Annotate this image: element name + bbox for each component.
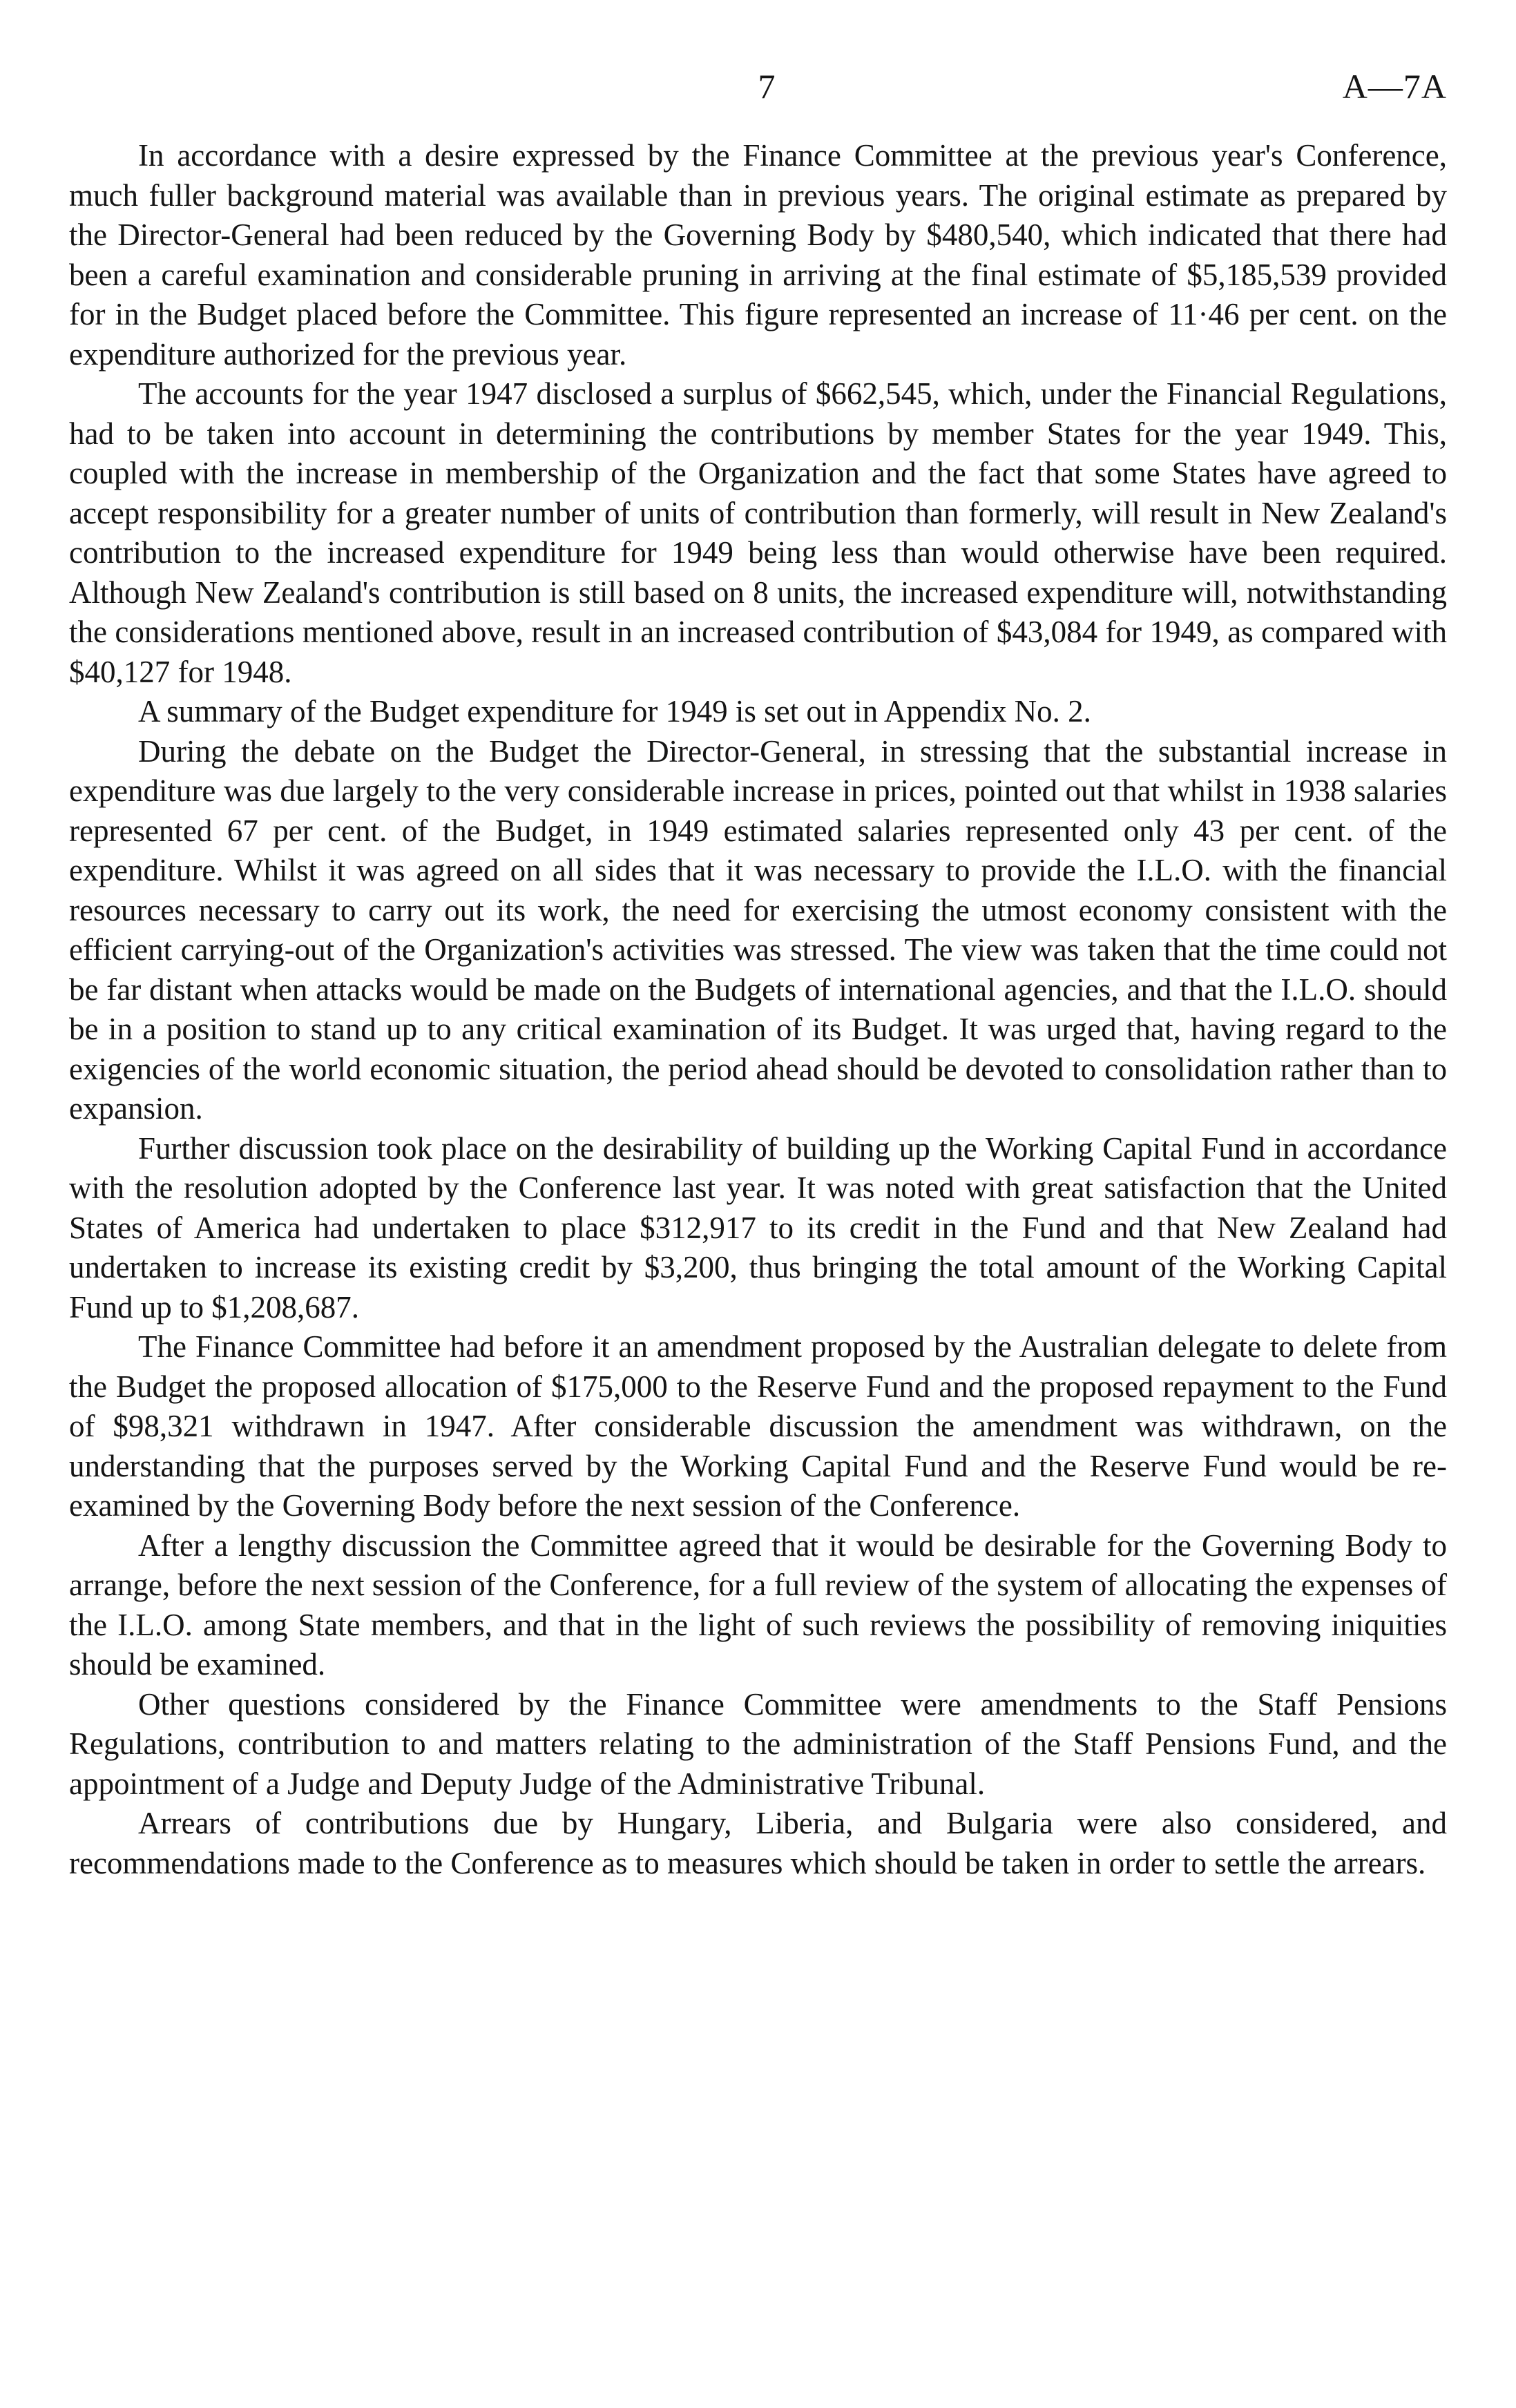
document-reference: A—7A xyxy=(1342,67,1447,106)
paragraph-working-capital-fund: Further discussion took place on the desirability of building up the Working Capital Fund in accordance with the resolution adopted by the Conference last year. It was noted with great satisfaction that the United States of America had undertaken to place $312,917 to its credit in the Fund and that New Zealand had undertaken to increase its existing credit by $3,200, thus bringing the total amount of the Working Capital Fund up to $1,208,687. xyxy=(69,1130,1447,1325)
paragraph-budget-summary: A summary of the Budget expenditure for 1949 is set out in Appendix No. 2. xyxy=(138,694,1091,729)
paragraph-accounts-surplus: The accounts for the year 1947 disclosed a surplus of $662,545, which, under the Financial Regulations, had to be taken into account in determining the contributions by member States for the year 1949. This, coupled with the increase in membership of the Organization and the fact that some States have agreed to accept responsibility for a greater number of units of contribution than formerly, will result in New Zealand's contribution to the increased expenditure for 1949 being less than would otherwise have been required. Although New Zealand's contribution is still based on 8 units, the increased expenditure will, notwithstanding the considerations mentioned above, result in an increased contribution of $43,084 for 1949, as compared with $40,127 for 1948. xyxy=(69,376,1447,689)
page-number: 7 xyxy=(758,67,776,106)
paragraph-other-questions: Other questions considered by the Finance Committee were amendments to the Staff Pensions Regulations, contribution to and matters relating to the administration of the Staff Pensions Fund, and the appointment of a Judge and Deputy Judge of the Administrative Tribunal. xyxy=(69,1686,1447,1801)
document-page xyxy=(69,66,1447,1883)
body-text xyxy=(69,136,1447,1883)
paragraph-budget-estimate: In accordance with a desire expressed by the Finance Committee at the previous year's Conference, much fuller background material was available than in previous years. The original estimate as prepared by the Director-General had been reduced by the Governing Body by $480,540, which indicated that there had been a careful examination and considerable pruning in arriving at the final estimate of $5,185,539 provided for in the Budget placed before the Committee. This figure represented an increase of 11·46 per cent. on the expenditure authorized for the previous year. xyxy=(69,138,1447,372)
paragraph-arrears: Arrears of contributions due by Hungary, Liberia, and Bulgaria were also considered, and recommendations made to the Conference as to measures which should be taken in order to settle the arrears. xyxy=(69,1806,1447,1880)
paragraph-allocation-review: After a lengthy discussion the Committee agreed that it would be desirable for the Governing Body to arrange, before the next session of the Conference, for a full review of the system of allocating the expenses of the I.L.O. among State members, and that in the light of such reviews the possibility of removing iniquities should be examined. xyxy=(69,1528,1447,1682)
paragraph-australian-amendment: The Finance Committee had before it an amendment proposed by the Australian delegate to delete from the Budget the proposed allocation of $175,000 to the Reserve Fund and the proposed repayment to the Fund of $98,321 withdrawn in 1947. After considerable discussion the amendment was withdrawn, on the understanding that the purposes served by the Working Capital Fund and the Reserve Fund would be re-examined by the Governing Body before the next session of the Conference. xyxy=(69,1329,1447,1523)
page-header xyxy=(69,66,1447,114)
paragraph-debate: During the debate on the Budget the Director-General, in stressing that the substantial increase in expenditure was due largely to the very considerable increase in prices, pointed out that whilst in 1938 salaries represented 67 per cent. of the Budget, in 1949 estimated salaries represented only 43 per cent. of the expenditure. Whilst it was agreed on all sides that it was necessary to provide the I.L.O. with the financial resources necessary to carry out its work, the need for exercising the utmost economy consistent with the efficient carrying-out of the Organization's activities was stressed. The view was taken that the time could not be far distant when attacks would be made on the Budgets of international agencies, and that the I.L.O. should be in a position to stand up to any critical examination of its Budget. It was urged that, having regard to the exigencies of the world economic situation, the period ahead should be devoted to consolidation rather than to expansion. xyxy=(69,733,1447,1126)
